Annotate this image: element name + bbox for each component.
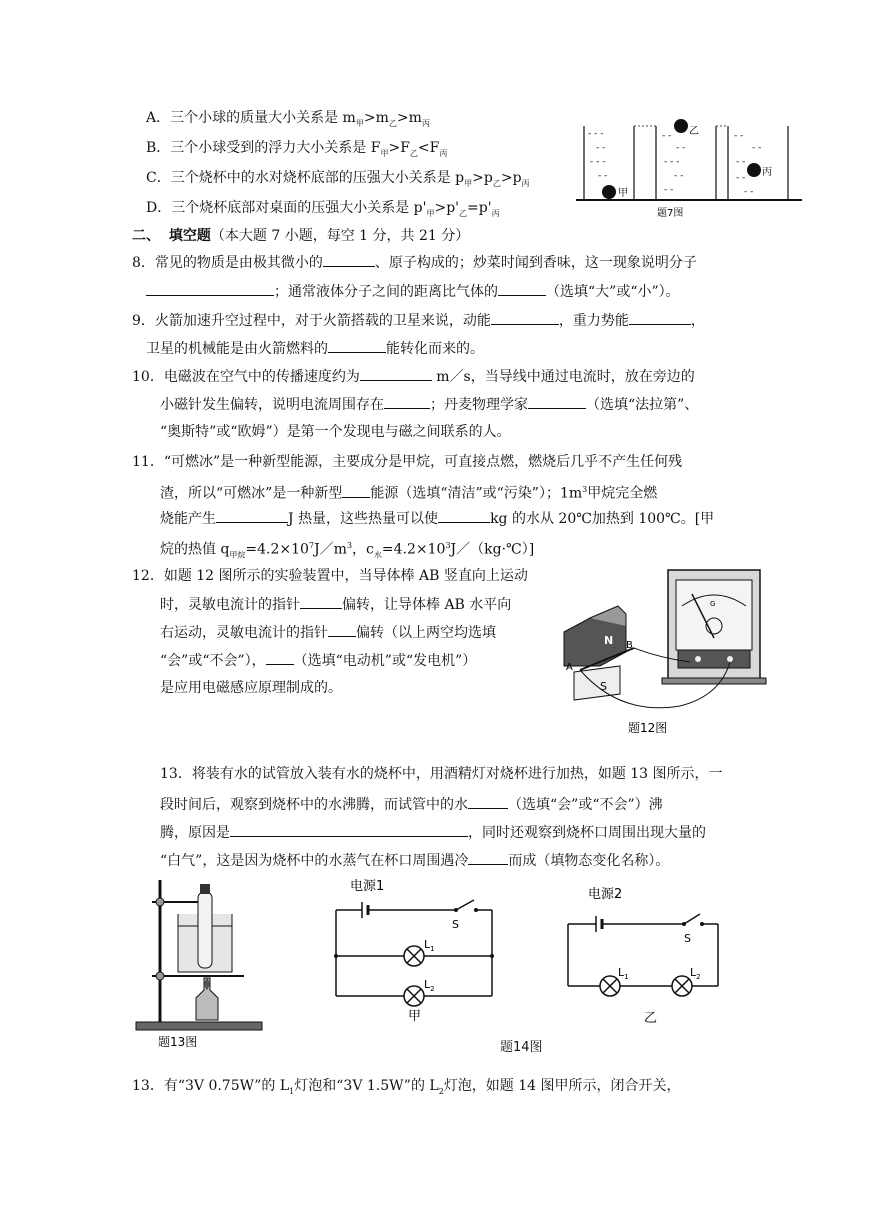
svg-text:- - -: - - - — [588, 129, 604, 139]
point-a-label: A — [566, 662, 573, 673]
figure-12-apparatus — [560, 566, 770, 742]
stand-base — [136, 1022, 262, 1030]
q13b-line1: 13．有“3V 0.75W”的 $L_1$灯泡和“3V 1.5W”的 $L_2$灯泡，如题 14 图甲所示，闭合开关， — [132, 1078, 681, 1096]
switch-s-label-jia: S — [452, 918, 459, 931]
source1-label: 电源1 — [350, 879, 385, 894]
lamp-l1-label-jia: $L_1$ — [424, 938, 435, 953]
q13-line3: 腾，原因是 ，同时还观察到烧杯口周围出现大量的 — [160, 822, 706, 843]
circuit-yi-label: 乙 — [644, 1011, 658, 1026]
lamp-l1-label-yi: $L_1$ — [618, 966, 629, 981]
q12-line3: 右运动，灵敏电流计的指针 偏转（以上两空均选填 — [160, 622, 496, 643]
test-tube — [198, 892, 212, 968]
galvanometer-label: G — [710, 600, 716, 608]
fig7-label-yi: 乙 — [689, 126, 699, 137]
q8-line2: ；通常液体分子之间的距离比气体的 （选填“大”或“小”）。 — [146, 281, 680, 302]
section-2-heading: 二、 填空题（本大题 7 小题，每空 1 分，共 21 分） — [132, 228, 470, 244]
q13-line1: 13．将装有水的试管放入装有水的烧杯中，用酒精灯对烧杯进行加热，如题 13 图所示，一 — [160, 766, 723, 782]
source2-label: 电源2 — [588, 887, 623, 902]
q10-line1: 10．电磁波在空气中的传播速度约为 m／s，当导线中通过电流时，放在旁边的 — [132, 366, 695, 387]
q8-line1: 8．常见的物质是由极其微小的 、原子构成的；炒菜时闻到香味，这一现象说明分子 — [132, 252, 697, 273]
q9-line2: 卫星的机械能是由火箭燃料的 能转化而来的。 — [146, 338, 484, 359]
point-b-label: B — [626, 640, 633, 651]
q9-line1: 9．火箭加速升空过程中，对于火箭搭载的卫星来说，动能 ，重力势能 ， — [132, 310, 705, 331]
q11-line1: 11．“可燃冰”是一种新型能源，主要成分是甲烷，可直接点燃，燃烧后几乎不产生任何残 — [132, 454, 683, 470]
q10-line3: “奥斯特”或“欧姆”）是第一个发现电与磁之间联系的人。 — [160, 424, 511, 440]
svg-text:- -: - - — [736, 173, 746, 183]
svg-text:- -: - - — [598, 171, 608, 181]
q11-line3: 烧能产生 J 热量，这些热量可以使 kg 的水从 20℃加热到 100℃。[甲 — [160, 508, 714, 529]
horseshoe-magnet — [564, 606, 626, 700]
lamp-l2-label-yi: $L_2$ — [690, 966, 701, 981]
svg-text:- - -: - - - — [664, 157, 680, 167]
q7-option-a: A．三个小球的质量大小关系是 $m_甲>m_乙>m_丙$ — [146, 110, 430, 128]
fig7-caption: 题7图 — [657, 208, 684, 219]
q11-line4: 烷的热值 $q_{甲烷}=4.2\times 10^7J/m^3$，$c_水=4.2\times 10^3J/(kg\cdot℃)$] — [160, 541, 535, 560]
fig13-caption: 题13图 — [158, 1035, 198, 1049]
q13-line4: “白气”，这是因为烧杯中的水蒸气在杯口周围遇冷 而成（填物态变化名称）。 — [160, 850, 669, 871]
svg-text:- -: - - — [664, 185, 674, 195]
q12-line5: 是应用电磁感应原理制成的。 — [160, 680, 342, 696]
svg-text:- - -: - - - — [590, 157, 606, 167]
svg-text:- -: - - — [596, 143, 606, 153]
circuit-jia-label: 甲 — [408, 1009, 422, 1024]
q10-line2: 小磁针发生偏转，说明电流周围存在 ；丹麦物理学家 （选填“法拉第”、 — [160, 394, 698, 415]
q12-line1: 12．如题 12 图所示的实验装置中，当导体棒 AB 竖直向上运动 — [132, 568, 528, 584]
figure-7-beakers — [576, 118, 816, 222]
magnet-n-label: N — [604, 634, 614, 647]
q11-line2: 渣，所以“可燃冰”是一种新型 能源（选填“清洁”或“污染”）；$1m^3$甲烷完全燃 — [160, 480, 657, 504]
svg-text:- -: - - — [676, 143, 686, 153]
ball-bing — [747, 163, 761, 177]
fig12-caption: 题12图 — [628, 721, 668, 735]
figure-14-circuit-jia — [328, 874, 500, 1024]
fig14-caption: 题14图 — [500, 1040, 543, 1055]
svg-text:- -: - - — [662, 131, 672, 141]
lamp-l2-label-jia: $L_2$ — [424, 978, 435, 993]
svg-text:- -: - - — [752, 143, 762, 153]
q7-option-b: B．三个小球受到的浮力大小关系是 $F_甲>F_乙<F_丙$ — [146, 140, 448, 158]
ball-jia — [602, 185, 616, 199]
svg-text:- -: - - — [734, 131, 744, 141]
q13-line2: 段时间后，观察到烧杯中的水沸腾，而试管中的水 （选填“会”或“不会”）沸 — [160, 794, 663, 815]
svg-text:- -: - - — [674, 171, 684, 181]
fig7-label-jia: 甲 — [618, 188, 628, 199]
switch-s-label-yi: S — [684, 932, 691, 945]
galvanometer — [662, 570, 766, 684]
q12-line2: 时，灵敏电流计的指针 偏转，让导体棒 AB 水平向 — [160, 594, 511, 615]
ball-yi — [674, 119, 688, 133]
figure-13-heating-setup — [132, 874, 272, 1050]
magnet-s-label: S — [600, 680, 607, 693]
svg-text:- -: - - — [744, 187, 754, 197]
q7-option-d: D．三个烧杯底部对桌面的压强大小关系是 $p'_甲>p'_乙=p'_丙$ — [146, 200, 500, 218]
figure-14-circuit-yi — [560, 880, 730, 1030]
fig7-label-bing: 丙 — [762, 167, 772, 178]
svg-text:- -: - - — [736, 157, 746, 167]
q12-line4: “会”或“不会”）， （选填“电动机”或“发电机”） — [160, 650, 476, 671]
q7-option-c: C．三个烧杯中的水对烧杯底部的压强大小关系是 $p_甲>p_乙>p_丙$ — [146, 170, 530, 188]
